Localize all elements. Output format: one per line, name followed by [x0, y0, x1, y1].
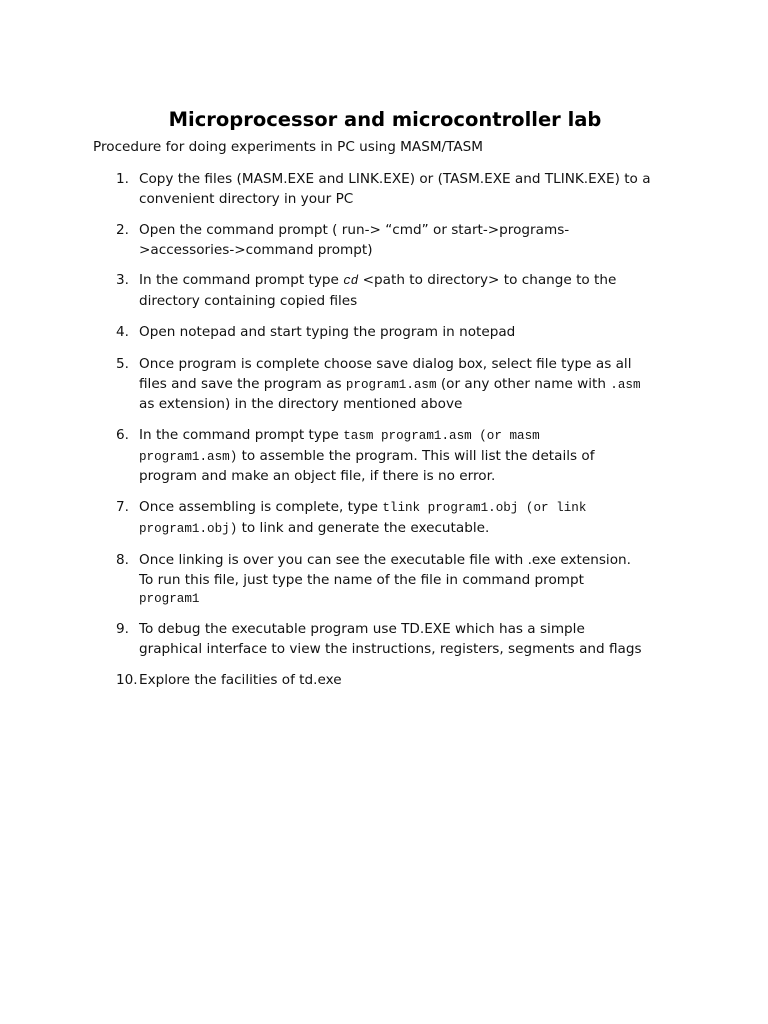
step-text-fragment: In the command prompt type	[139, 427, 344, 443]
inline-command: program1.obj)	[139, 521, 238, 536]
step-number: 1.	[116, 171, 129, 187]
step-line: Open notepad and start typing the program in notepad	[139, 324, 516, 340]
step-text	[139, 355, 699, 415]
step-text-fragment: to assemble the program. This will list the details of	[237, 447, 595, 464]
step-line: >accessories->command prompt)	[139, 241, 373, 258]
step-number: 6.	[116, 427, 129, 443]
step-line: as extension) in the directory mentioned above	[139, 396, 463, 412]
step-text	[139, 620, 699, 659]
step-number: 2.	[116, 222, 129, 238]
step-number: 5.	[116, 356, 129, 372]
step-text	[139, 498, 699, 539]
step-text-fragment: (or any other name with	[436, 375, 611, 392]
step-line: Copy the files (MASM.EXE and LINK.EXE) or (TASM.EXE and TLINK.EXE) to a	[139, 171, 651, 187]
step-text	[139, 551, 699, 610]
step-text	[139, 671, 699, 691]
step-number: 3.	[116, 272, 129, 288]
step-line	[139, 426, 699, 447]
page-subtitle: Procedure for doing experiments in PC using MASM/TASM	[93, 139, 484, 155]
step-line: Explore the facilities of td.exe	[139, 672, 342, 688]
step-number: 10.	[116, 672, 138, 688]
step-line: To debug the executable program use TD.EXE which has a simple	[139, 621, 585, 637]
step-line: convenient directory in your PC	[139, 190, 354, 207]
step-number: 9.	[116, 621, 129, 637]
step-line: Open the command prompt ( run-> “cmd” or start->programs-	[139, 222, 570, 238]
inline-extension: .asm	[610, 377, 641, 392]
inline-command: cd	[343, 274, 359, 288]
step-text-fragment: Once assembling is complete, type	[139, 499, 383, 515]
step-text-fragment: <path to directory> to change to the	[358, 272, 617, 288]
inline-command: program1.asm)	[139, 449, 238, 464]
step-text	[139, 221, 699, 260]
step-number: 4.	[116, 324, 129, 340]
step-text	[139, 426, 699, 487]
step-text-fragment: to link and generate the executable.	[237, 519, 490, 536]
inline-command: program1	[139, 592, 200, 606]
step-line	[139, 498, 699, 519]
step-line: graphical interface to view the instructions, registers, segments and flags	[139, 640, 642, 657]
inline-command: tasm program1.asm (or masm	[343, 429, 540, 443]
step-line	[139, 271, 699, 292]
step-number: 7.	[116, 499, 129, 515]
step-line: program and make an object file, if there is no error.	[139, 468, 496, 484]
page-title: Microprocessor and microcontroller lab	[168, 108, 602, 131]
step-number: 8.	[116, 552, 129, 568]
step-line: To run this file, just type the name of the file in command prompt	[139, 571, 584, 588]
inline-command: tlink program1.obj (or link	[382, 501, 587, 515]
step-text	[139, 170, 699, 209]
step-line: Once linking is over you can see the executable file with .exe extension.	[139, 552, 631, 568]
step-line: directory containing copied files	[139, 292, 358, 309]
step-text-fragment: files and save the program as	[139, 375, 346, 392]
step-text	[139, 271, 699, 311]
step-line	[139, 375, 699, 396]
step-line: Once program is complete choose save dialog box, select file type as all	[139, 356, 632, 372]
step-text	[139, 323, 699, 343]
inline-filename: program1.asm	[345, 377, 437, 392]
step-line	[139, 519, 699, 540]
step-line	[139, 447, 699, 468]
step-text-fragment: In the command prompt type	[139, 272, 344, 288]
